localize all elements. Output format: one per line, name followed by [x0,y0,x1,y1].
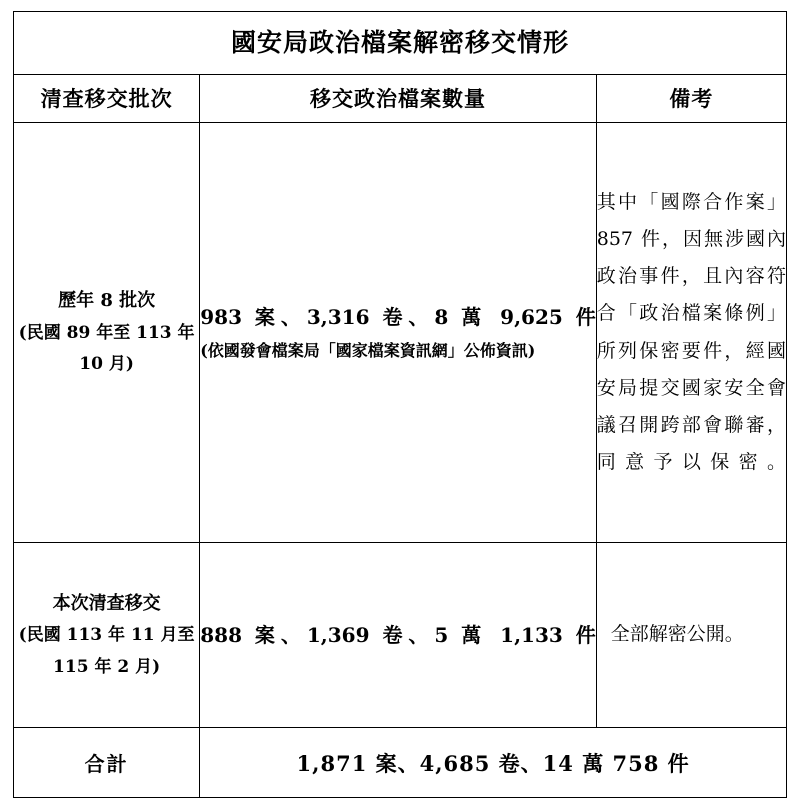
page-title: 國安局政治檔案解密移交情形 [14,12,787,75]
header-row [14,75,787,123]
table-row [14,543,787,728]
total-label: 合計 [14,728,200,798]
quantity-source-historical: (依國發會檔案局「國家檔案資訊網」公佈資訊) [200,341,536,361]
batch-cell-historical [14,123,200,543]
table-row [14,123,787,543]
column-header-remarks: 備考 [596,75,786,123]
quantity-value-current: 888 案、1,369 卷、5 萬 1,133 件 [200,622,596,647]
batch-label-current: 本次清查移交 [52,592,161,614]
batch-period-current: (民國 113 年 11 月至 115 年 2 月) [18,625,195,677]
column-header-batch: 清查移交批次 [14,75,200,123]
batch-label-historical: 歷年 8 批次 [58,290,156,312]
remarks-cell-current: 全部解密公開。 [596,543,786,728]
title-row [14,12,787,75]
quantity-value-historical: 983 案、3,316 卷、8 萬 9,625 件 [200,305,596,330]
declassification-table [13,11,787,798]
column-header-quantity: 移交政治檔案數量 [200,75,597,123]
batch-cell-current [14,543,200,728]
quantity-cell-current [200,543,597,728]
batch-period-historical: (民國 89 年至 113 年 10 月) [18,322,195,375]
total-row [14,728,787,798]
total-value: 1,871 案、4,685 卷、14 萬 758 件 [200,728,787,798]
remarks-cell-historical: 其中「國際合作案」857 件，因無涉國內政治事件，且內容符合「政治檔案條例」所列保密要件，經國安局提交國家安全會議召開跨部會聯審，同意予以保密。 [596,123,786,543]
quantity-cell-historical [200,123,597,543]
